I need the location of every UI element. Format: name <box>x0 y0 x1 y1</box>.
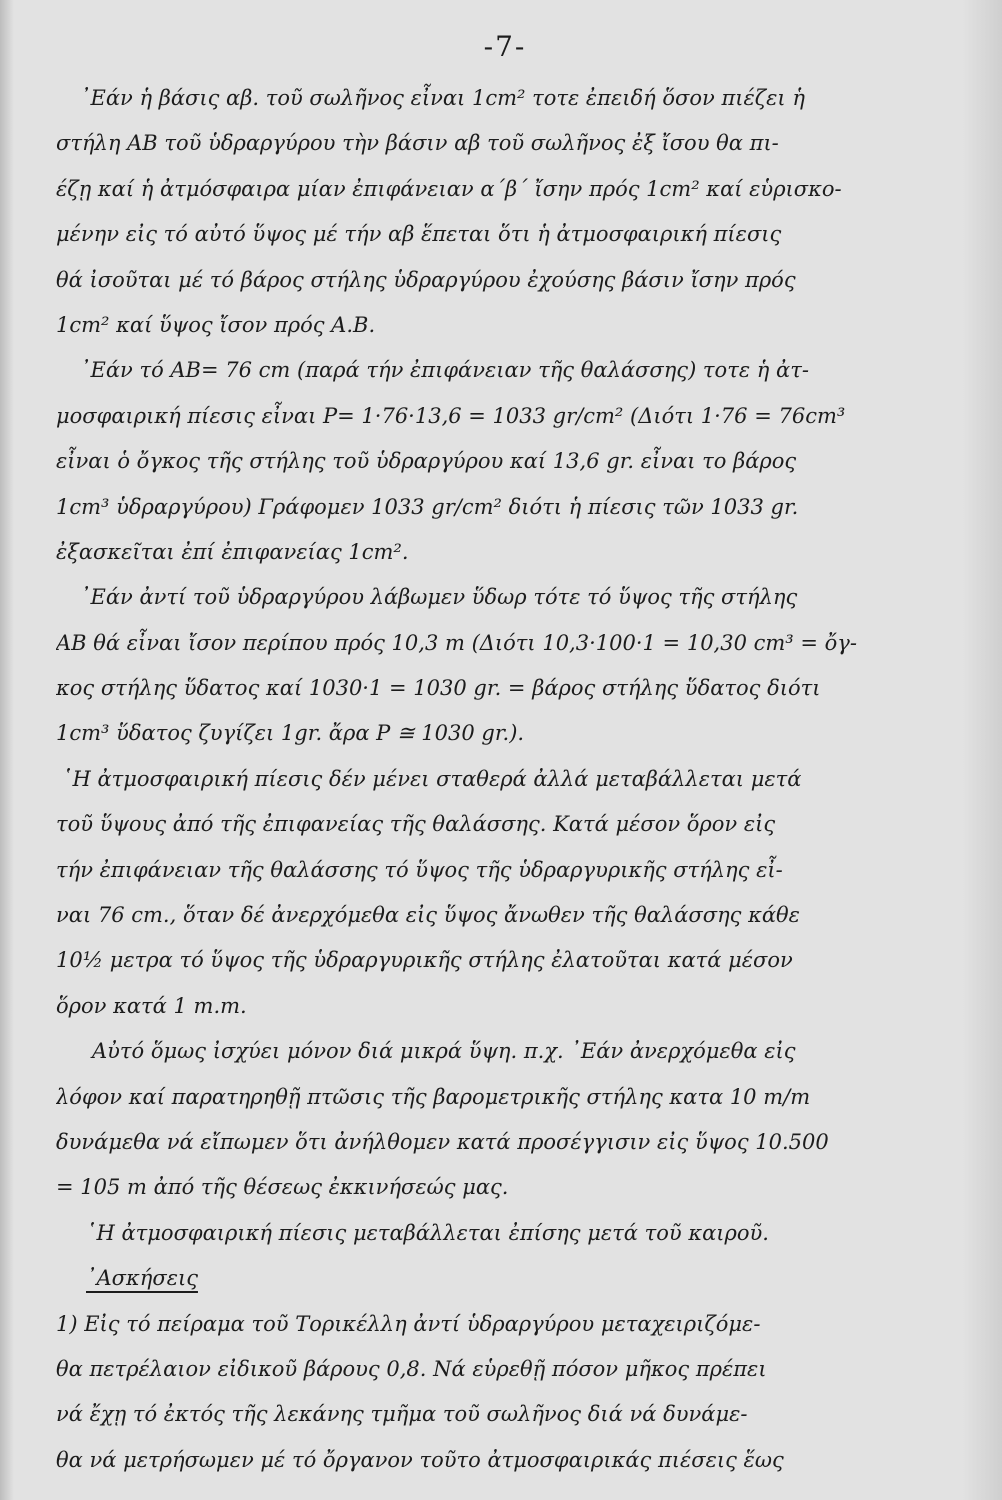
text-line: τοῦ ὕψους ἀπό τῆς ἐπιφανείας τῆς θαλάσσης. Κατά μέσον ὅρον εἰς <box>56 812 776 837</box>
text-line: έζῃ καί ἡ ἀτμόσφαιρα μίαν ἐπιφάνειαν α΄β΄ ἴσην πρός 1cm² καί εὑρισκο- <box>56 176 842 201</box>
text-line: ναι 76 cm., ὅταν δέ ἀνερχόμεθα εἰς ὕψος ἄνωθεν τῆς θαλάσσης κάθε <box>56 903 800 928</box>
text-line: θα πετρέλαιον εἰδικοῦ βάρους 0,8. Νά εὑρεθῇ πόσον μῆκος πρέπει <box>56 1356 767 1381</box>
section-heading <box>56 1256 956 1301</box>
text-line: ΑΒ θά εἶναι ἴσον περίπου πρός 10,3 m (Διότι 10,3·100·1 = 10,30 cm³ = ὄγ- <box>56 630 857 655</box>
text-line: 1cm² καί ὕψος ἴσον πρός Α.Β. <box>56 312 376 337</box>
text-line: 10½ μετρα τό ὕψος τῆς ὑδραργυρικῆς στήλης ἐλατοῦται κατά μέσον <box>56 948 793 973</box>
page-left-edge-shadow <box>0 0 14 1500</box>
text-line: ῾Η ἀτμοσφαιρική πίεσις μεταβάλλεται ἐπίσης μετά τοῦ καιροῦ. <box>86 1220 769 1245</box>
text-line: εἶναι ὁ ὄγκος τῆς στήλης τοῦ ὑδραργύρου καί 13,6 gr. εἶναι το βάρος <box>56 449 797 474</box>
handwritten-text-body <box>56 76 956 1483</box>
text-line: 1cm³ ὕδατος ζυγίζει 1gr. ἄρα Ρ ≅ 1030 gr.). <box>56 721 525 746</box>
text-line: ᾿Εάν ἀντί τοῦ ὑδραργύρου λάβωμεν ὕδωρ τότε τό ὕψος τῆς στήλης <box>80 585 798 610</box>
page-right-edge-shadow <box>962 0 1002 1500</box>
text-line: λόφον καί παρατηρηθῇ πτῶσις τῆς βαρομετρικῆς στήλης κατα 10 m/m <box>56 1084 811 1109</box>
text-line: ῾Η ἀτμοσφαιρική πίεσις δέν μένει σταθερά ἀλλά μεταβάλλεται μετά <box>62 766 802 791</box>
text-line: ᾿Εάν ἡ βάσις αβ. τοῦ σωλῆνος εἶναι 1cm² τοτε ἐπειδή ὅσον πιέζει ἡ <box>80 86 805 110</box>
text-line: 1) Εἰς τό πείραμα τοῦ Τορικέλλη ἀντί ὑδραργύρου μεταχειριζόμε- <box>56 1311 761 1336</box>
text-line: μένην εἰς τό αὐτό ὕψος μέ τήν αβ ἕπεται ὅτι ἡ ἀτμοσφαιρική πίεσις <box>56 222 782 247</box>
text-line: 1cm³ ὑδραργύρου) Γράφομεν 1033 gr/cm² διότι ἡ πίεσις τῶν 1033 gr. <box>56 494 799 519</box>
text-line: νά ἔχῃ τό ἐκτός τῆς λεκάνης τμῆμα τοῦ σωλῆνος διά νά δυνάμε- <box>56 1402 748 1427</box>
text-line: θά ἰσοῦται μέ τό βάρος στήλης ὑδραργύρου ἐχούσης βάσιν ἴσην πρός <box>56 267 796 292</box>
text-line: δυνάμεθα νά εἴπωμεν ὅτι ἀνήλθομεν κατά προσέγγισιν εἰς ὕψος 10.500 <box>56 1129 829 1154</box>
text-line: τήν ἐπιφάνειαν τῆς θαλάσσης τό ὕψος τῆς ὑδραργυρικῆς στήλης εἶ- <box>56 857 783 882</box>
section-heading-text: ᾿Ασκήσεις <box>86 1266 198 1291</box>
text-line: στήλη ΑΒ τοῦ ὑδραργύρου τὴν βάσιν αβ τοῦ σωλῆνος ἐξ ἴσου θα πι- <box>56 131 779 156</box>
text-line: κος στήλης ὕδατος καί 1030·1 = 1030 gr. = βάρος στήλης ὕδατος διότι <box>56 676 821 701</box>
text-line: = 105 m ἀπό τῆς θέσεως ἐκκινήσεώς μας. <box>56 1175 509 1200</box>
text-line: ᾿Εάν τό ΑΒ= 76 cm (παρά τήν ἐπιφάνειαν τῆς θαλάσσης) τοτε ἡ ἀτ- <box>80 358 809 383</box>
page-number: -7- <box>483 30 527 63</box>
text-line: μοσφαιρική πίεσις εἶναι Ρ= 1·76·13,6 = 1033 gr/cm² (Διότι 1·76 = 76cm³ <box>56 403 846 428</box>
text-line: ἐξασκεῖται ἐπί ἐπιφανείας 1cm². <box>56 539 409 564</box>
text-line: ὅρον κατά 1 m.m. <box>56 993 247 1018</box>
text-line: θα νά μετρήσωμεν μέ τό ὄργανον τοῦτο ἀτμοσφαιρικάς πιέσεις ἕως <box>56 1447 784 1472</box>
text-line: Αὐτό ὅμως ἰσχύει μόνον διά μικρά ὕψη. π.χ. ᾿Εάν ἀνερχόμεθα εἰς <box>92 1039 796 1064</box>
